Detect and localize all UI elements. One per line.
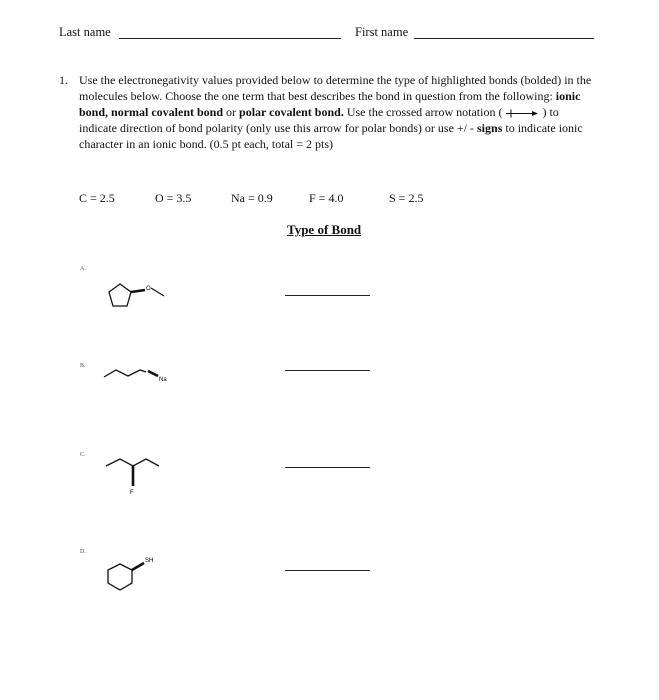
- molecule-d-letter: D.: [80, 549, 86, 555]
- en-carbon: C = 2.5: [79, 191, 115, 205]
- first-name-label: First name: [355, 25, 409, 39]
- answer-line-c[interactable]: [285, 467, 370, 468]
- molecule-b-structure: [100, 360, 180, 388]
- type-of-bond-heading: Type of Bond: [287, 222, 362, 237]
- question-text: Use the electronegativity values provided below to determine the type of highlighted bonds (bolded) in the molecules below. Choose the one term that best describes the bond in question from the following: ionic bond, normal covalent bond or polar covalent bond. Use the crossed arrow notation ( ) to indicate direction of bond polarity (only use this arrow for polar bonds) or use +/ - signs to indicate ionic character in an ionic bond. (0.5 pt each, total = 2 pts): [79, 73, 592, 151]
- first-name-field[interactable]: [414, 38, 594, 39]
- last-name-field[interactable]: [119, 38, 341, 39]
- crossed-arrow-icon: [505, 109, 539, 118]
- molecule-a-structure: [100, 278, 170, 316]
- en-oxygen: O = 3.5: [155, 191, 192, 205]
- molecule-b-atom: Na: [159, 377, 167, 383]
- last-name-label: Last name: [59, 25, 111, 39]
- molecule-b-letter: B.: [80, 363, 86, 369]
- answer-line-a[interactable]: [285, 295, 370, 296]
- molecule-a-letter: A.: [80, 266, 86, 272]
- question-number: 1.: [59, 73, 68, 87]
- molecule-a-atom: O: [146, 286, 151, 292]
- answer-line-b[interactable]: [285, 370, 370, 371]
- molecule-c-structure: [100, 450, 170, 496]
- en-sulfur: S = 2.5: [389, 191, 424, 205]
- molecule-d-atom: SH: [145, 558, 154, 564]
- molecule-c-atom: F: [130, 490, 134, 496]
- molecule-c-letter: C.: [80, 452, 86, 458]
- en-sodium: Na = 0.9: [231, 191, 273, 205]
- en-fluorine: F = 4.0: [309, 191, 344, 205]
- answer-line-d[interactable]: [285, 570, 370, 571]
- molecule-d-structure: [100, 552, 170, 597]
